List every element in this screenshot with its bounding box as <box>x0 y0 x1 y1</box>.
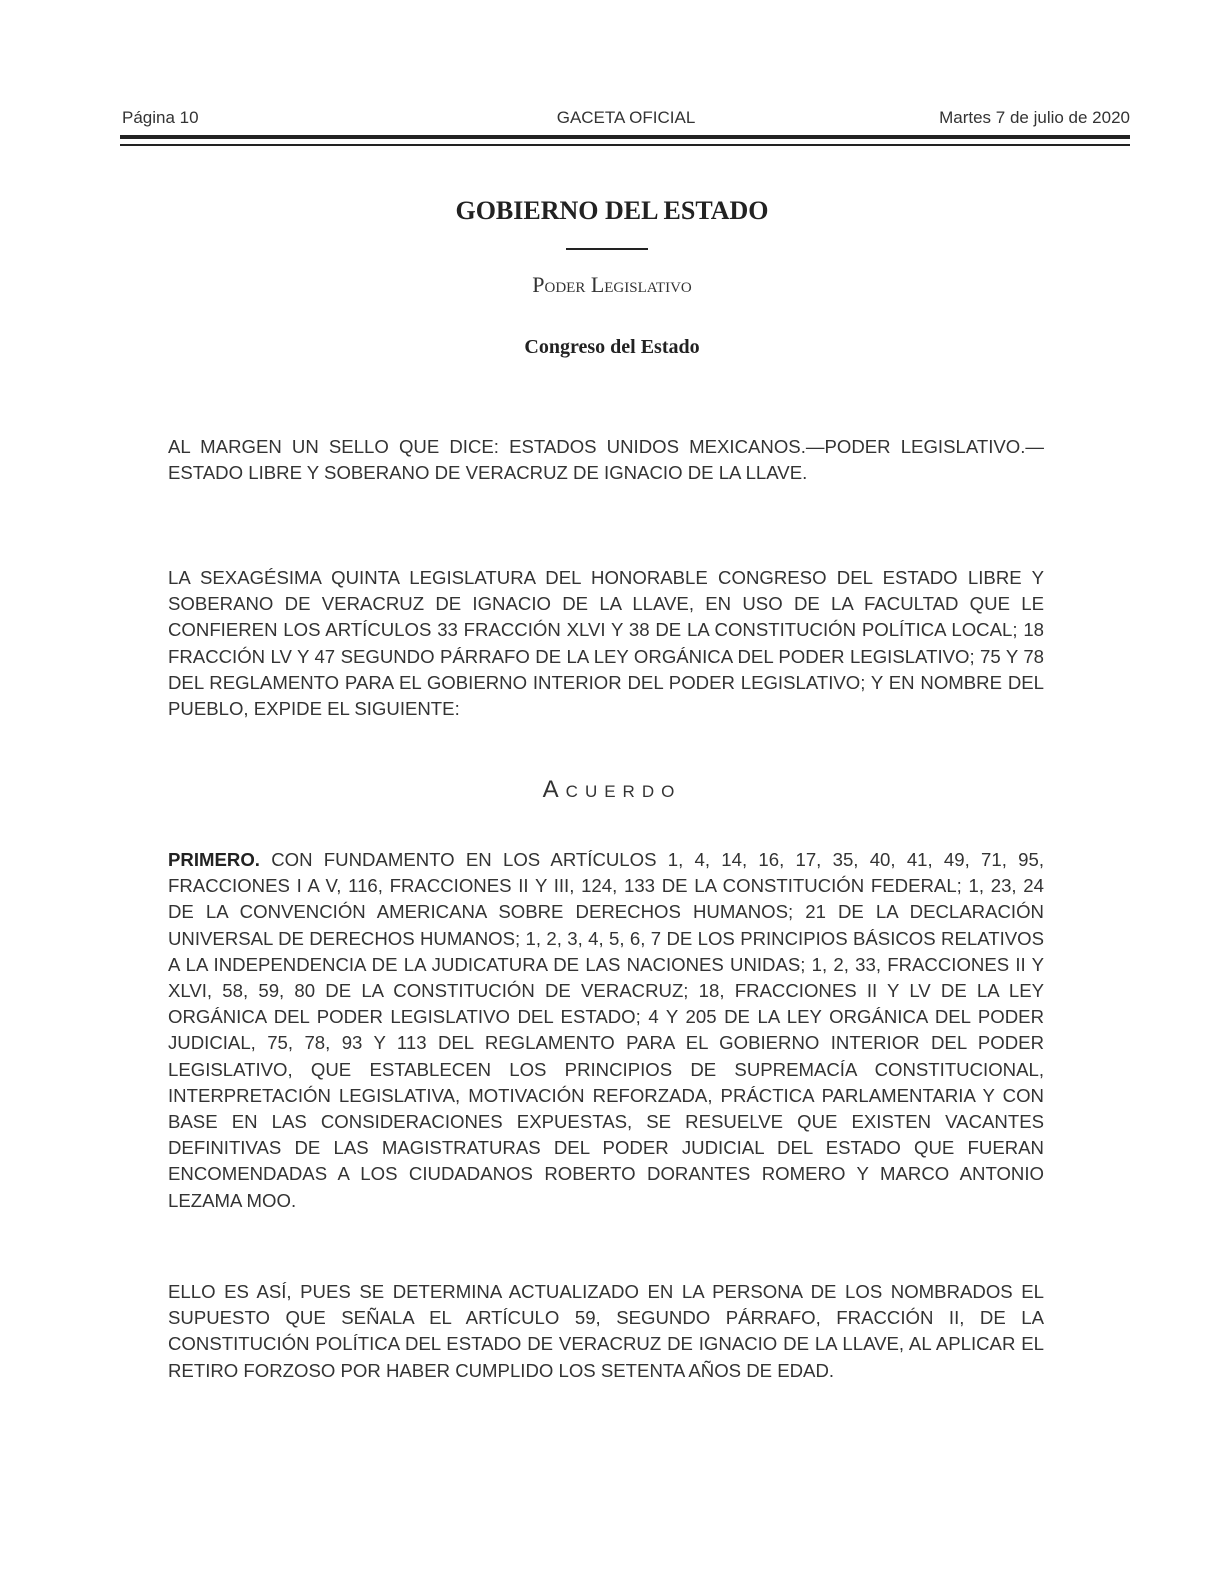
primero-text: CON FUNDAMENTO EN LOS ARTÍCULOS 1, 4, 14, 16, 17, 35, 40, 41, 49, 71, 95, FRACCIONES I A V, 116, FRACCIONES II Y III, 124, 133 DE LA CONSTITUCIÓN FEDERAL; 1, 23, 24 DE LA CONVENCIÓN AMERICANA SOBRE DERECHOS HUMANOS; 21 DE LA DECLARACIÓN UNIVERSAL DE DERECHOS HUMANOS; 1, 2, 3, 4, 5, 6, 7 DE LOS PRINCIPIOS BÁSICOS RELATIVOS A LA INDEPENDENCIA DE LA JUDICATURA DE LAS NACIONES UNIDAS; 1, 2, 33, FRACCIONES II Y XLVI, 58, 59, 80 DE LA CONSTITUCIÓN DE VERACRUZ; 18, FRACCIONES II Y LV DE LA LEY ORGÁNICA DEL PODER LEGISLATIVO DEL ESTADO; 4 Y 205 DE LA LEY ORGÁNICA DEL PODER JUDICIAL, 75, 78, 93 Y 113 DEL REGLAMENTO PARA EL GOBIERNO INTERIOR DEL PODER LEGISLATIVO, QUE ESTABLECEN LOS PRINCIPIOS DE SUPREMACÍA CONSTITUCIONAL, INTERPRETACIÓN LEGISLATIVA, MOTIVACIÓN REFORZADA, PRÁCTICA PARLAMENTARIA Y CON BASE EN LAS CONSIDERACIONES EXPUESTAS, SE RESUELVE QUE EXISTEN VACANTES DEFINITIVAS DE LAS MAGISTRATURAS DEL PODER JUDICIAL DEL ESTADO QUE FUERAN ENCOMENDADAS A LOS CIUDADANOS ROBERTO DORANTES ROMERO Y MARCO ANTONIO LEZAMA MOO. <box>168 849 1044 1211</box>
document-subtitle: Poder Legislativo <box>532 272 692 297</box>
ello-paragraph: ELLO ES ASÍ, PUES SE DETERMINA ACTUALIZADO EN LA PERSONA DE LOS NOMBRADOS EL SUPUESTO QUE SEÑALA EL ARTÍCULO 59, SEGUNDO PÁRRAFO, FRACCIÓN II, DE LA CONSTITUCIÓN POLÍTICA DEL ESTADO DE VERACRUZ DE IGNACIO DE LA LLAVE, AL APLICAR EL RETIRO FORZOSO POR HABER CUMPLIDO LOS SETENTA AÑOS DE EDAD. <box>168 1281 1044 1381</box>
header-rule-thin <box>120 144 1130 146</box>
primero-label: PRIMERO. <box>168 849 260 870</box>
acuerdo-heading: Acuerdo <box>542 776 682 803</box>
seal-paragraph: AL MARGEN UN SELLO QUE DICE: ESTADOS UNIDOS MEXICANOS.—PODER LEGISLATIVO.—ESTADO LIBRE Y SOBERANO DE VERACRUZ DE IGNACIO DE LA LLAVE. <box>168 436 1044 484</box>
publication-name: GACETA OFICIAL <box>556 108 696 127</box>
primero-paragraph <box>168 847 1044 1214</box>
section-heading: Congreso del Estado <box>524 336 700 358</box>
preamble-paragraph: LA SEXAGÉSIMA QUINTA LEGISLATURA DEL HONORABLE CONGRESO DEL ESTADO LIBRE Y SOBERANO DE VERACRUZ DE IGNACIO DE LA LLAVE, EN USO DE LA FACULTAD QUE LE CONFIEREN LOS ARTÍCULOS 33 FRACCIÓN XLVI Y 38 DE LA CONSTITUCIÓN POLÍTICA LOCAL; 18 FRACCIÓN LV Y 47 SEGUNDO PÁRRAFO DE LA LEY ORGÁNICA DEL PODER LEGISLATIVO; 75 Y 78 DEL REGLAMENTO PARA EL GOBIERNO INTERIOR DEL PODER LEGISLATIVO; Y EN NOMBRE DEL PUEBLO, EXPIDE EL SIGUIENTE: <box>168 567 1044 720</box>
publication-date: Martes 7 de julio de 2020 <box>939 108 1130 127</box>
document-title: GOBIERNO DEL ESTADO <box>455 196 769 225</box>
title-divider <box>566 248 648 250</box>
header-rule-thick <box>120 135 1130 139</box>
page-number: Página 10 <box>122 108 199 127</box>
